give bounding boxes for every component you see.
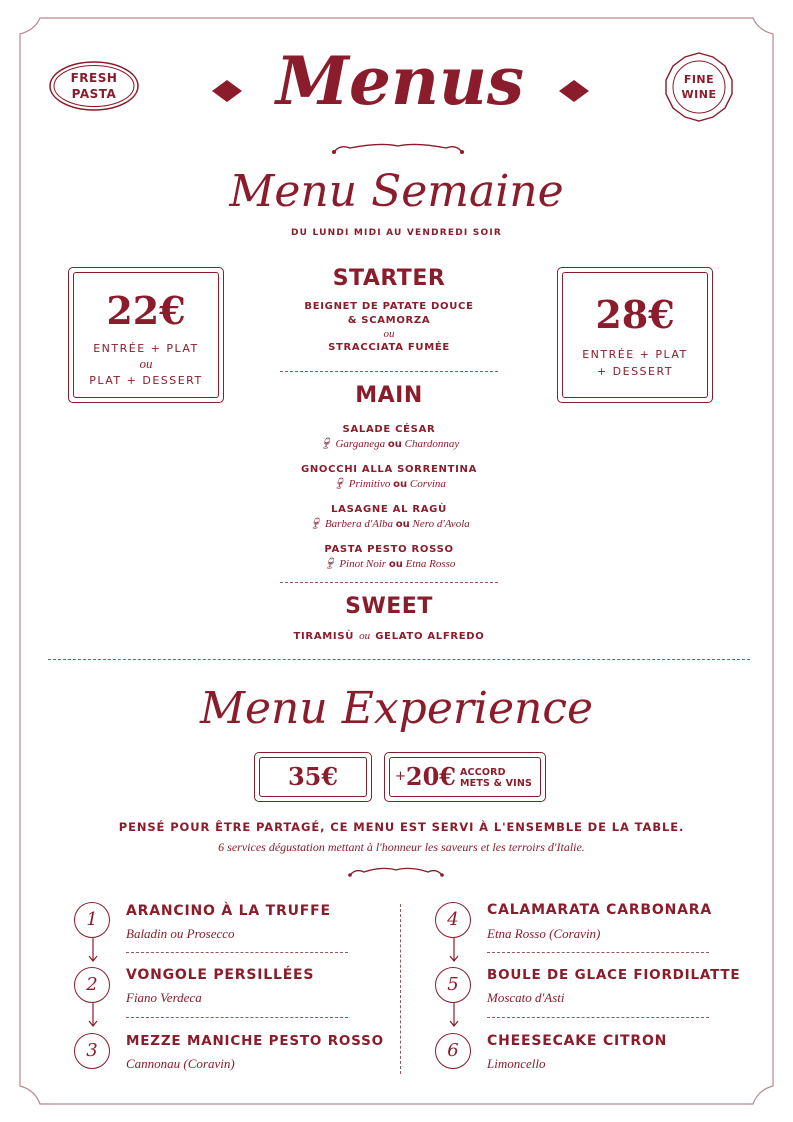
badge-right-line1: FINE: [683, 73, 715, 86]
divider: [280, 371, 498, 372]
price-28: 28€: [595, 292, 675, 337]
page-title: Menus: [275, 42, 525, 120]
step-title: VONGOLE PERSILLÉES: [126, 967, 315, 983]
price-22: 22€: [106, 288, 186, 333]
flourish-ornament: [330, 140, 466, 162]
price-22-or: ou: [139, 356, 153, 371]
price-box-35: [254, 752, 372, 802]
step-subtitle: Baladin ou Prosecco: [126, 926, 235, 941]
step-number: 2: [74, 967, 110, 1003]
flourish-ornament: [346, 864, 446, 883]
step-number: 5: [435, 967, 471, 1003]
arrow-down-icon: [86, 938, 100, 968]
course-step: [435, 967, 755, 1017]
wine-pairing: 🍷︎ Primitivo ou Corvina: [332, 478, 446, 490]
step-title: CHEESECAKE CITRON: [487, 1033, 668, 1049]
list-item: [250, 463, 528, 503]
wine-glass-icon: 🍷︎: [318, 438, 333, 450]
price-box-22: [68, 267, 224, 403]
fresh-pasta-badge: [48, 60, 140, 112]
section-divider: [48, 659, 750, 660]
dish-name: PASTA PESTO ROSSO: [324, 544, 454, 555]
list-item: [250, 423, 528, 463]
price-35: 35€: [287, 762, 339, 791]
step-number: 4: [435, 902, 471, 938]
price-box-28: [557, 267, 713, 403]
divider: [487, 1017, 709, 1018]
price-box-accord: [384, 752, 546, 802]
wine-pairing: 🍷︎ Garganega ou Chardonnay: [318, 438, 460, 450]
wine-pairing: 🍷︎ Pinot Noir ou Etna Rosso: [322, 558, 456, 570]
step-subtitle: Limoncello: [487, 1056, 546, 1071]
divider: [126, 1017, 348, 1018]
main-heading: MAIN: [355, 383, 423, 408]
divider: [487, 952, 709, 953]
step-subtitle: Moscato d'Asti: [487, 990, 565, 1005]
starter-line2: & SCAMORZA: [347, 315, 431, 326]
list-item: [250, 503, 528, 543]
accord-price: 20€: [405, 762, 457, 791]
starter-line3: STRACCIATA FUMÉE: [328, 342, 450, 353]
wine-glass-icon: 🍷︎: [308, 518, 323, 530]
dish-name: LASAGNE AL RAGÙ: [331, 504, 447, 515]
arrow-down-icon: [447, 1003, 461, 1033]
course-step: [74, 1033, 394, 1083]
starter-section: [280, 264, 498, 355]
sweet-items: TIRAMISÙ ou GELATO ALFREDO: [293, 630, 485, 642]
menu-semaine-title: Menu Semaine: [229, 166, 564, 217]
course-step: [74, 967, 374, 1017]
list-item: [250, 543, 528, 583]
step-title: MEZZE MANICHE PESTO ROSSO: [126, 1033, 384, 1049]
starter-or: ou: [383, 328, 395, 340]
accord-label-1: ACCORD: [460, 767, 506, 778]
sweet-heading: SWEET: [345, 594, 433, 619]
starter-heading: STARTER: [332, 266, 446, 291]
badge-right-line2: WINE: [681, 88, 717, 101]
menu-semaine-subtitle: DU LUNDI MIDI AU VENDREDI SOIR: [290, 228, 503, 238]
step-subtitle: Etna Rosso (Coravin): [487, 926, 601, 941]
step-number: 3: [74, 1033, 110, 1069]
column-divider: [400, 904, 401, 1074]
step-title: BOULE DE GLACE FIORDILATTE: [487, 967, 741, 983]
diamond-left-icon: [212, 80, 242, 106]
course-step: [435, 902, 745, 952]
accord-label-2: METS & VINS: [460, 778, 533, 789]
price-28-line2: + DESSERT: [596, 365, 674, 378]
diamond-right-icon: [559, 80, 589, 106]
wine-pairing: 🍷︎ Barbera d'Alba ou Nero d'Avola: [308, 518, 470, 530]
starter-line1: BEIGNET DE PATATE DOUCE: [304, 301, 474, 312]
menu-experience-title: Menu Experience: [199, 683, 594, 734]
experience-description: 6 services dégustation mettant à l'honneur les saveurs et les terroirs d'Italie.: [218, 840, 585, 854]
dish-name: GNOCCHI ALLA SORRENTINA: [300, 464, 478, 475]
price-22-line1: ENTRÉE + PLAT: [93, 342, 199, 355]
step-title: CALAMARATA CARBONARA: [487, 902, 712, 918]
step-number: 1: [74, 902, 110, 938]
fine-wine-badge: [664, 52, 734, 122]
wine-glass-icon: 🍷︎: [332, 478, 347, 490]
divider: [280, 582, 498, 583]
divider: [126, 952, 348, 953]
price-28-line1: ENTRÉE + PLAT: [582, 348, 688, 361]
main-items: [250, 423, 528, 583]
arrow-down-icon: [86, 1003, 100, 1033]
wine-glass-icon: 🍷︎: [322, 558, 337, 570]
price-22-line2: PLAT + DESSERT: [89, 374, 203, 387]
badge-left-line1: FRESH: [70, 71, 118, 85]
accord-plus: +: [395, 769, 406, 784]
step-title: ARANCINO À LA TRUFFE: [126, 903, 331, 919]
step-subtitle: Cannonau (Coravin): [126, 1056, 235, 1071]
arrow-down-icon: [447, 938, 461, 968]
course-step: [74, 902, 374, 952]
step-number: 6: [435, 1033, 471, 1069]
badge-left-line2: PASTA: [71, 87, 117, 101]
dish-name: SALADE CÉSAR: [342, 424, 436, 435]
experience-tagline: PENSÉ POUR ÊTRE PARTAGÉ, CE MENU EST SERVI À L'ENSEMBLE DE LA TABLE.: [118, 820, 685, 834]
course-step: [435, 1033, 745, 1083]
step-subtitle: Fiano Verdeca: [126, 990, 202, 1005]
